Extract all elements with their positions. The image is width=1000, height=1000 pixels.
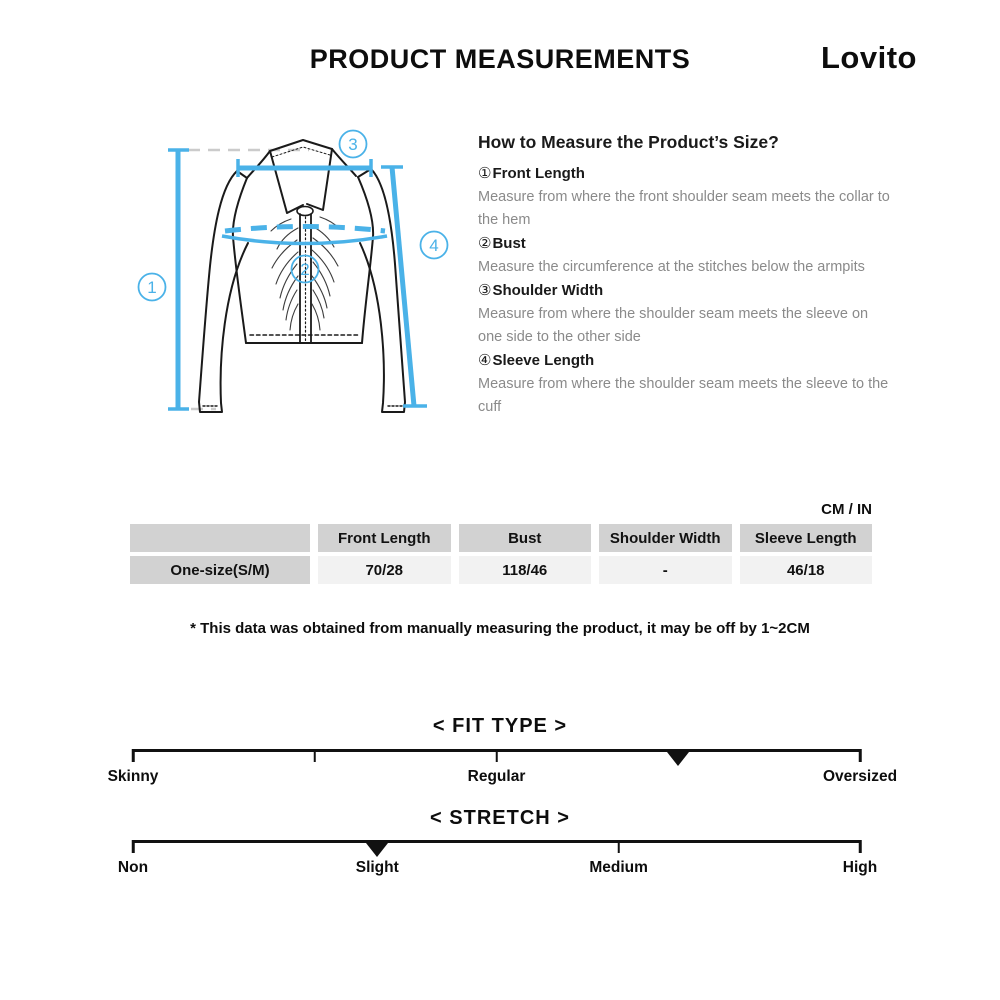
item-4-number: ④ [478, 352, 492, 369]
table-value-bust: 118/46 [459, 556, 592, 584]
stretch-tick [859, 840, 862, 853]
item-3-label: Shoulder Width [492, 282, 604, 299]
table-value-shoulder-width: - [599, 556, 732, 584]
stretch-tick [617, 840, 620, 853]
page-title: PRODUCT MEASUREMENTS [309, 44, 691, 74]
item-1-number: ① [478, 165, 492, 182]
stretch-marker-icon [366, 843, 388, 857]
reference-dashed-lines [188, 150, 309, 409]
item-3-description: Measure from where the shoulder seam meets the sleeve on one side to the other side [478, 306, 869, 345]
howto-item-front-length [478, 162, 896, 232]
howto-title: How to Measure the Product’s Size? [478, 132, 779, 152]
table-header-empty [130, 524, 310, 552]
fit-type-tick [495, 749, 498, 762]
howto-item-shoulder-width [478, 279, 896, 349]
stretch-title: < STRETCH > [430, 807, 570, 829]
fit-type-label-oversized: Oversized [822, 768, 898, 785]
unit-label: CM / IN [821, 501, 872, 518]
stretch-line [133, 840, 860, 843]
howto-item-bust [478, 232, 896, 279]
table-header-front-length: Front Length [318, 524, 451, 552]
table-header-bust: Bust [459, 524, 592, 552]
fit-type-label-skinny: Skinny [107, 768, 159, 785]
fit-type-tick [132, 749, 135, 762]
garment-measurement-diagram [118, 113, 474, 439]
fit-type-label-regular: Regular [467, 768, 526, 785]
item-2-number: ② [478, 235, 492, 252]
item-2-label: Bust [492, 235, 526, 252]
fit-type-tick [314, 749, 317, 762]
table-value-sleeve-length: 46/18 [740, 556, 873, 584]
fit-type-marker-icon [667, 752, 689, 766]
table-value-front-length: 70/28 [318, 556, 451, 584]
fit-type-scale [107, 749, 898, 795]
stretch-tick [132, 840, 135, 853]
annotation-4-label: 4 [429, 236, 439, 255]
stretch-label-high: High [842, 859, 878, 876]
disclaimer-note: * This data was obtained from manually measuring the product, it may be off by 1~2CM [190, 620, 810, 637]
howto-item-sleeve-length [478, 349, 896, 419]
stretch-label-medium: Medium [589, 859, 648, 876]
size-table [130, 524, 872, 584]
fit-type-title: < FIT TYPE > [432, 715, 568, 737]
item-4-label: Sleeve Length [492, 352, 595, 369]
stretch-label-slight: Slight [355, 859, 399, 876]
item-3-number: ③ [478, 282, 492, 299]
table-header-shoulder-width: Shoulder Width [599, 524, 732, 552]
stretch-scale [117, 840, 878, 886]
annotation-3-label: 3 [348, 135, 358, 154]
brand-logo: Lovito [821, 40, 917, 75]
table-row-size-label: One-size(S/M) [130, 556, 310, 584]
fit-type-tick [859, 749, 862, 762]
item-2-description: Measure the circumference at the stitches below the armpits [478, 259, 865, 275]
annotation-2-label: 2 [300, 260, 310, 279]
howto-section [478, 129, 896, 419]
item-1-label: Front Length [492, 165, 585, 182]
stretch-label-non: Non [117, 859, 149, 876]
table-header-sleeve-length: Sleeve Length [740, 524, 873, 552]
item-1-description: Measure from where the front shoulder seam meets the collar to the hem [478, 189, 890, 228]
annotation-1-label: 1 [147, 278, 157, 297]
item-4-description: Measure from where the shoulder seam meets the sleeve to the cuff [478, 376, 889, 415]
